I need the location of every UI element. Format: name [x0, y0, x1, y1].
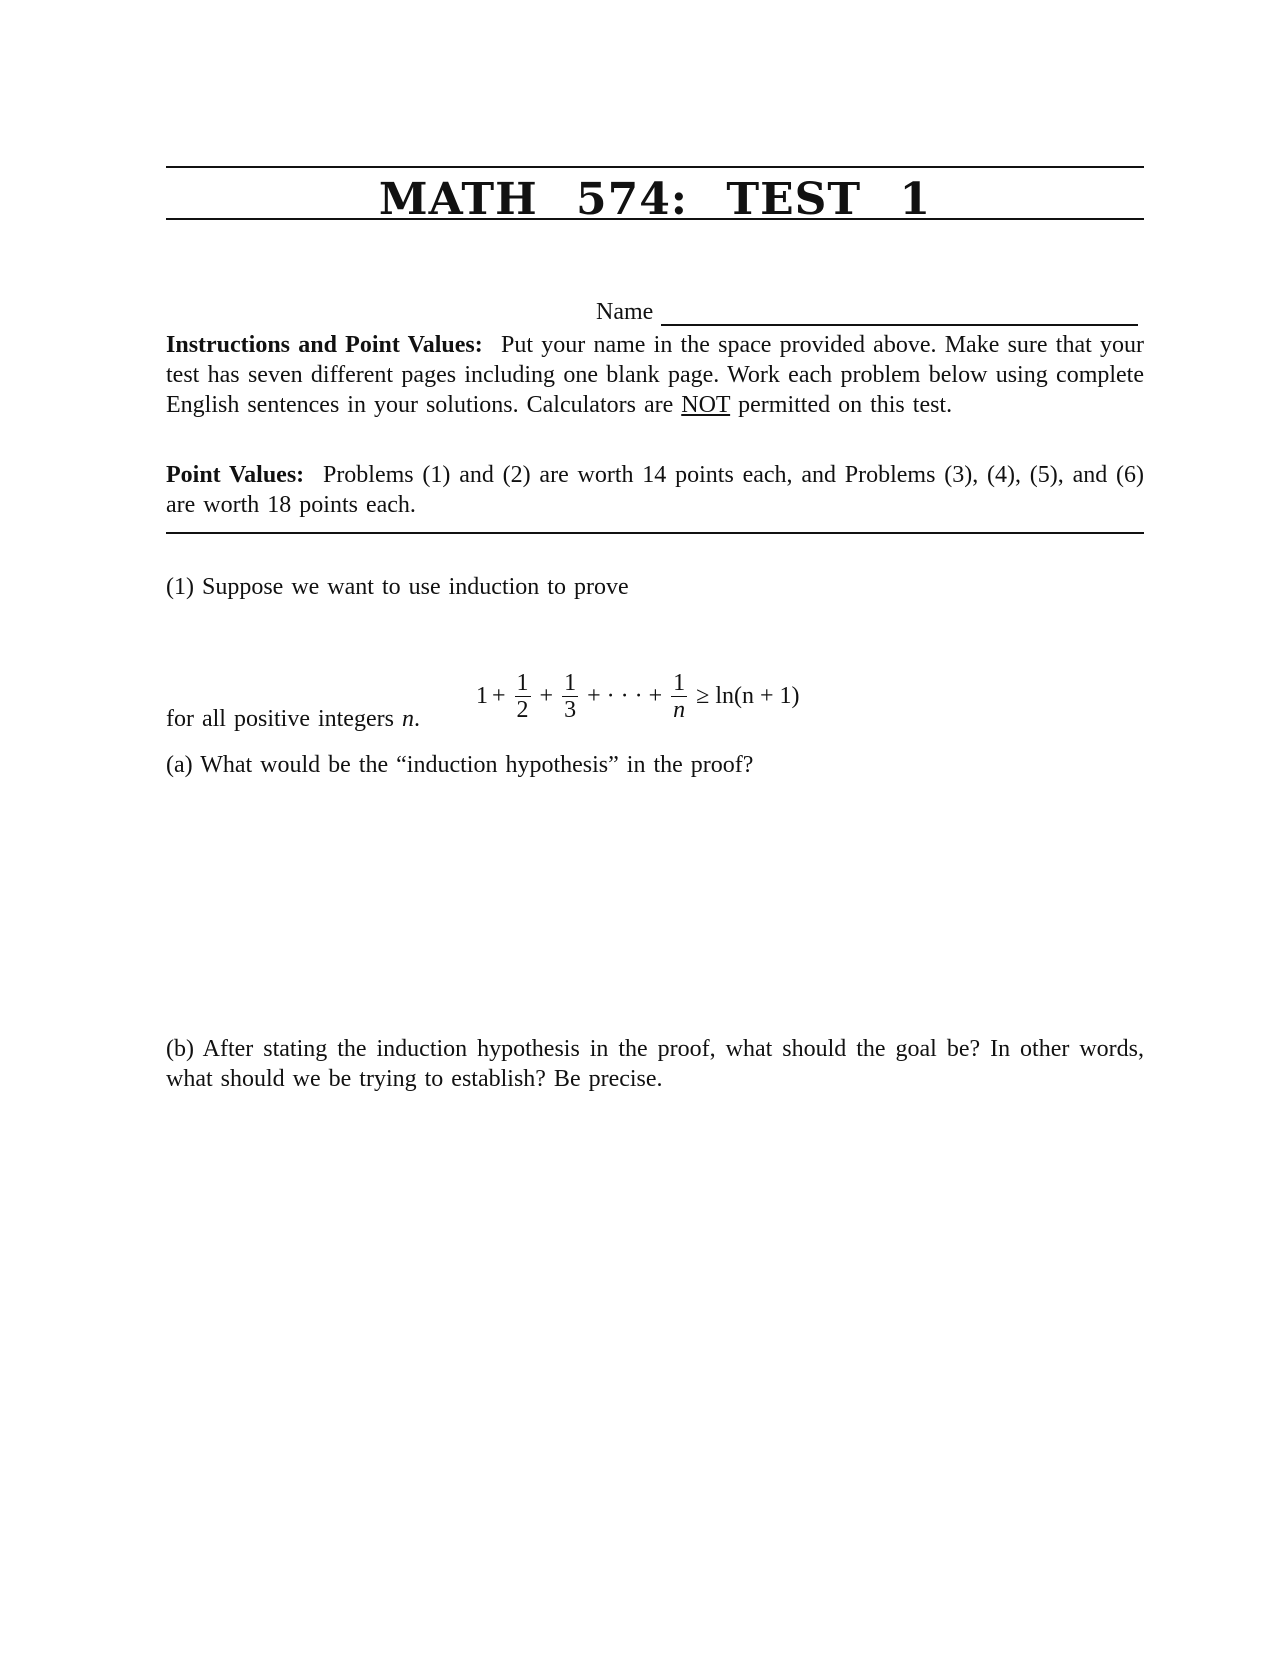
- equation-plus-1: +: [492, 682, 506, 709]
- point-values-text: Problems (1) and (2) are worth 14 points each, and Problems (3), (4), (5), and (6) are worth 18 points each.: [166, 462, 1145, 518]
- fraction-2-numerator: 1: [564, 669, 577, 696]
- title-bottom-rule: [166, 218, 1144, 220]
- problem1-part-a: (a) What would be the “induction hypothesis” in the proof?: [166, 752, 754, 778]
- equation-dots: + · · · +: [587, 682, 663, 709]
- page-title: MATH 574: TEST 1: [378, 174, 932, 225]
- fraction-1-numerator: 1: [516, 669, 529, 696]
- fraction-2-denominator: 3: [564, 696, 577, 723]
- title-top-rule: [166, 166, 1144, 168]
- problem1-intro: (1) Suppose we want to use induction to prove: [166, 574, 629, 600]
- equation-plus-2: +: [539, 682, 554, 709]
- instructions-text-after: permitted on this test.: [738, 392, 953, 418]
- equation-lead: 1: [476, 682, 488, 709]
- point-values-paragraph: [166, 460, 1144, 520]
- header-separator-rule: [166, 532, 1144, 534]
- condition-text: for all positive integers: [166, 706, 394, 732]
- fraction-3-denominator: n: [673, 696, 686, 723]
- fraction-3-numerator: 1: [673, 669, 686, 696]
- instructions-text-before: Put your name in the space provided above. Make sure that your test has seven different pages including one blank page. Work each problem below using complete English sentences in your solutions. Calculators are: [166, 332, 1145, 418]
- fraction-1-denominator: 2: [516, 696, 529, 723]
- instructions-heading: Instructions and Point Values:: [166, 332, 483, 358]
- problem1-part-b: (b) After stating the induction hypothesis in the proof, what should the goal be? In other words, what should we be trying to establish? Be precise.: [166, 1036, 1144, 1092]
- problem1-condition: [166, 704, 1144, 734]
- condition-variable: n: [401, 706, 414, 732]
- name-label: Name: [596, 299, 654, 325]
- point-values-heading: Point Values:: [166, 462, 305, 488]
- condition-end: .: [413, 706, 420, 732]
- instructions-emphasis: NOT: [681, 392, 731, 418]
- name-blank-line[interactable]: [661, 300, 1138, 326]
- equation-rhs: ≥ ln(n + 1): [696, 682, 800, 709]
- name-field-row: [596, 296, 1138, 326]
- instructions-paragraph: [166, 330, 1144, 420]
